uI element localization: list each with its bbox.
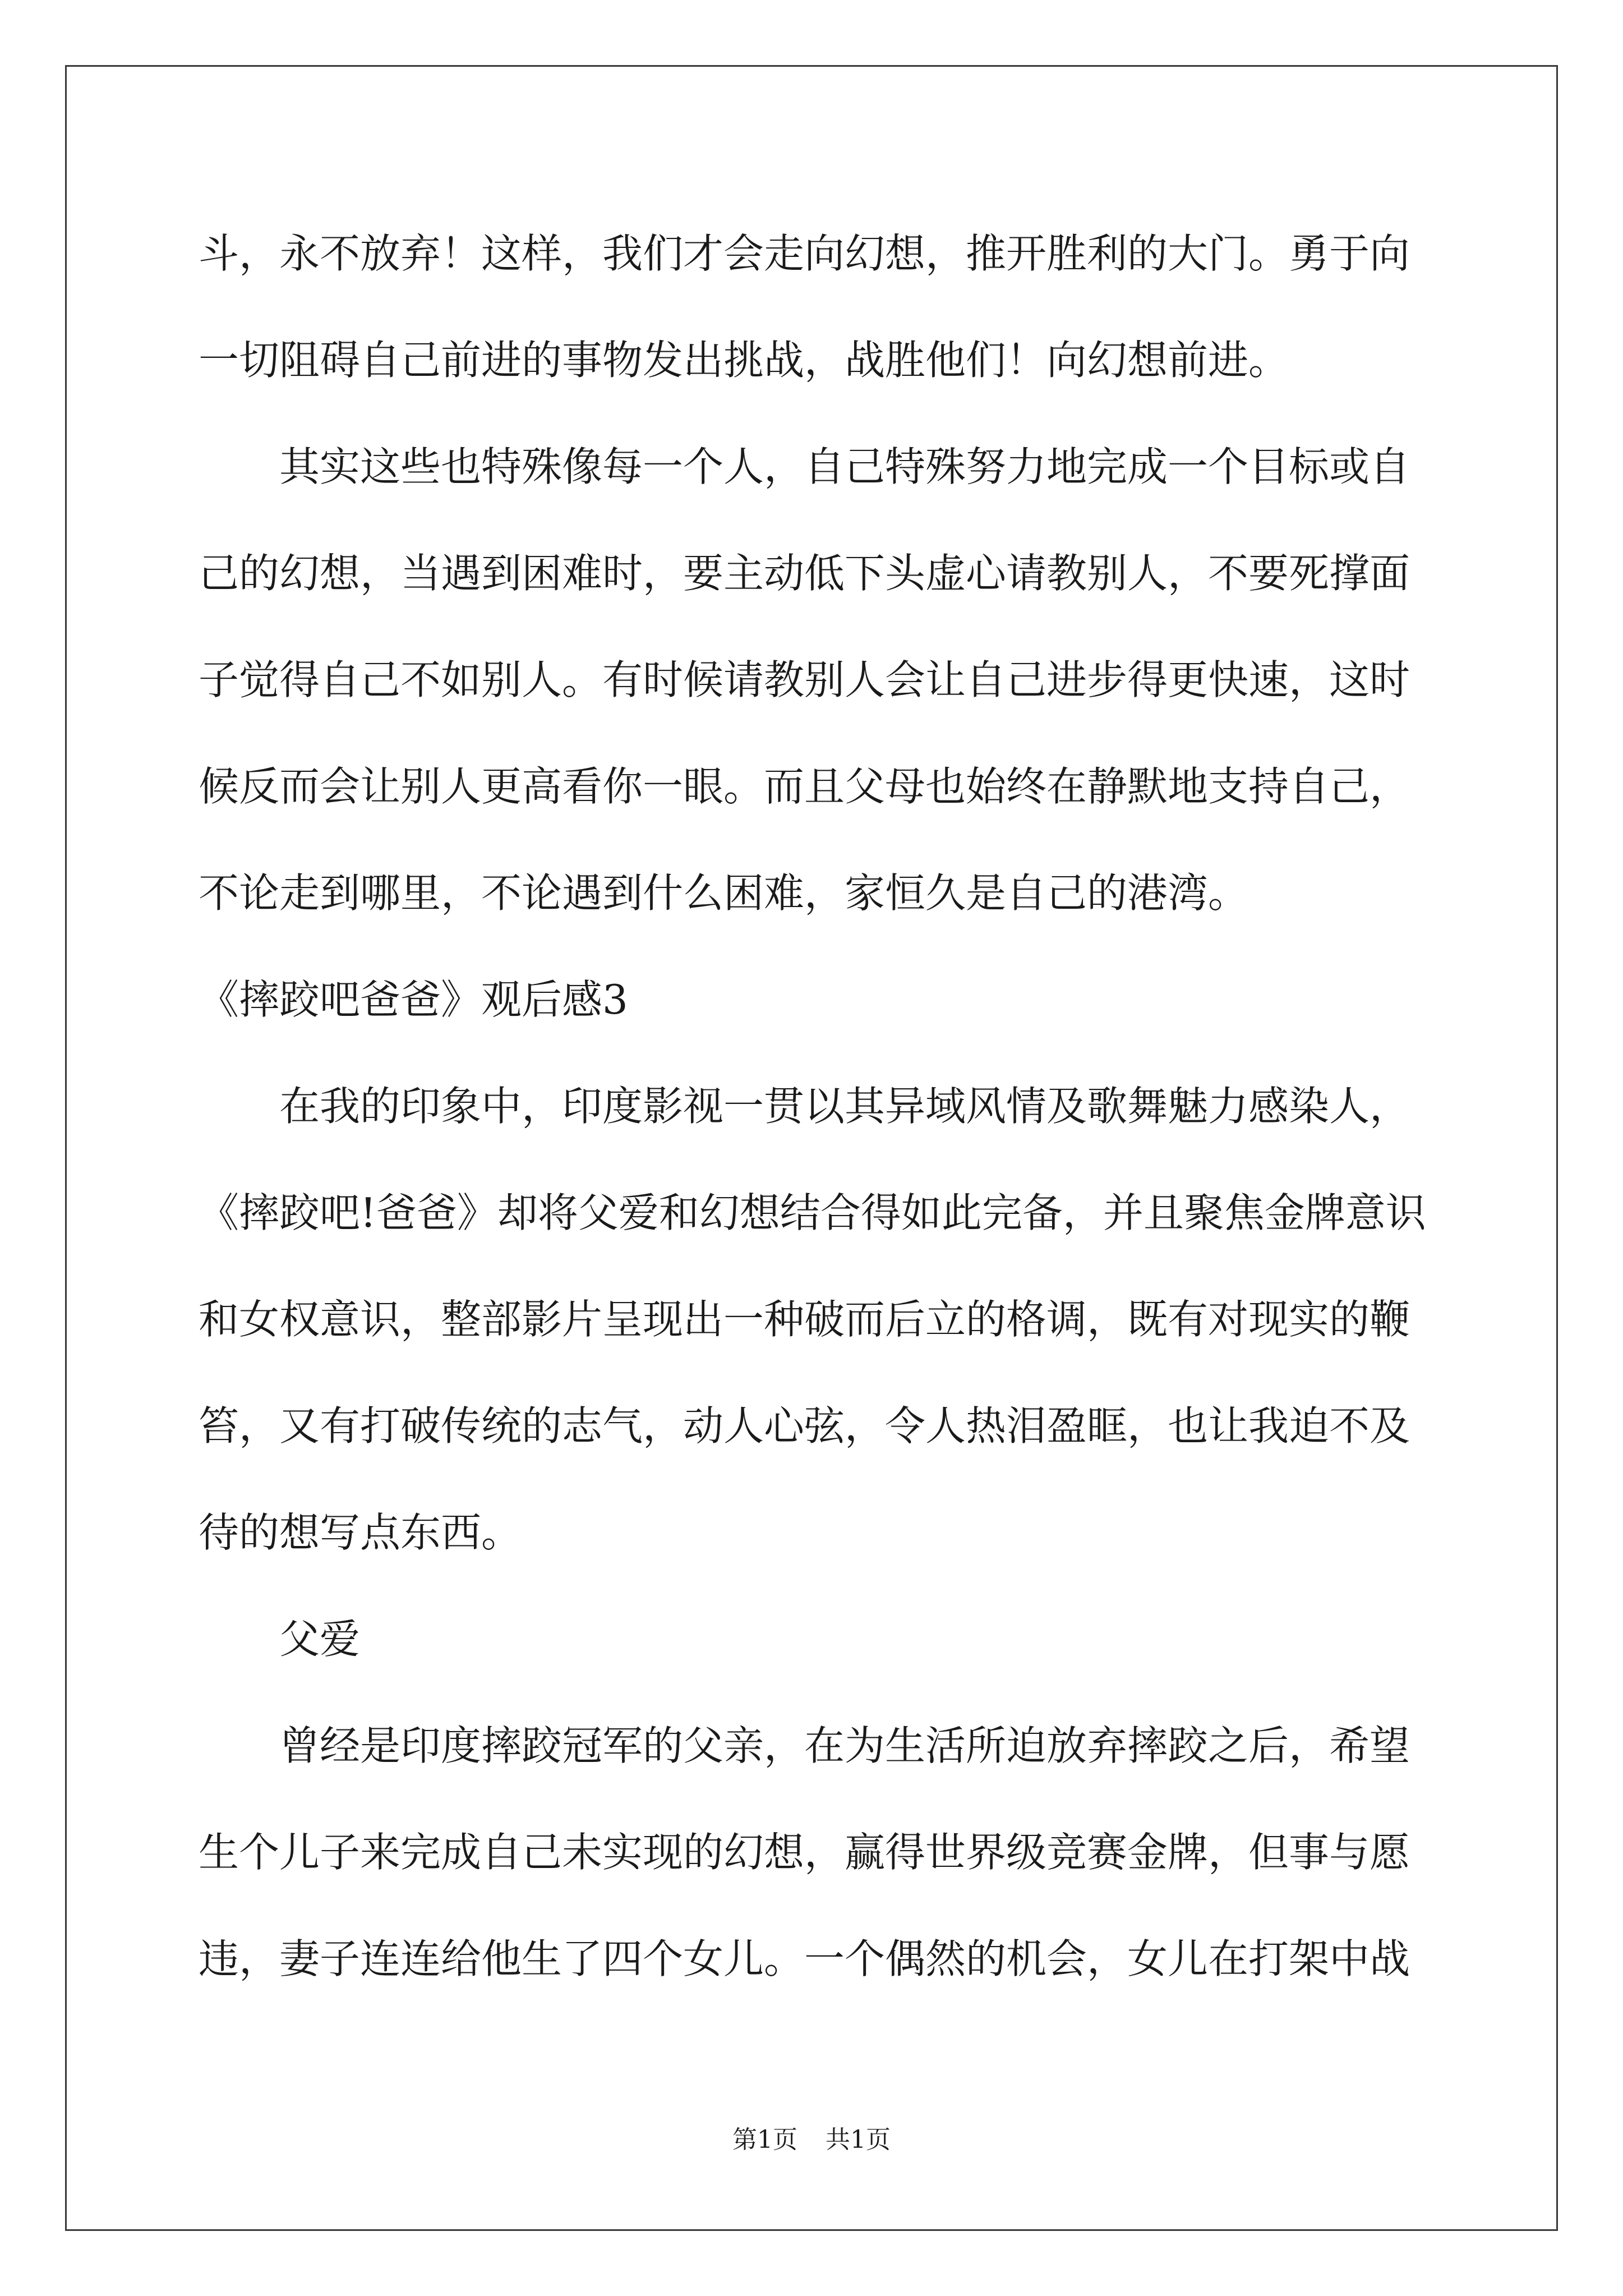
text-line: 曾经是印度摔跤冠军的父亲，在为生活所迫放弃摔跤之后，希望 bbox=[199, 1722, 1410, 1769]
text-line: 《摔跤吧!爸爸》却将父爱和幻想结合得如此完备，并且聚焦金牌意识 bbox=[199, 1189, 1426, 1236]
text-line: 子觉得自己不如别人。有时候请教别人会让自己进步得更快速，这时 bbox=[199, 656, 1410, 703]
page-footer bbox=[0, 2123, 1623, 2157]
text-line: 生个儿子来完成自己未实现的幻想，赢得世界级竞赛金牌，但事与愿 bbox=[199, 1829, 1410, 1876]
text-line: 笞，又有打破传统的志气，动人心弦，令人热泪盈眶，也让我迫不及 bbox=[199, 1402, 1410, 1450]
page-number: 第1页 bbox=[732, 2125, 797, 2154]
page-total: 共1页 bbox=[826, 2125, 891, 2154]
subheading: 父爱 bbox=[199, 1616, 361, 1663]
section-heading: 《摔跤吧爸爸》观后感3 bbox=[199, 976, 628, 1023]
text-line: 候反而会让别人更高看你一眼。而且父母也始终在静默地支持自己， bbox=[199, 763, 1410, 810]
text-line: 其实这些也特殊像每一个人，自己特殊努力地完成一个目标或自 bbox=[199, 443, 1410, 490]
text-line: 一切阻碍自己前进的事物发出挑战，战胜他们！向幻想前进。 bbox=[199, 337, 1289, 384]
document-body bbox=[199, 200, 1432, 2012]
text-line: 和女权意识，整部影片呈现出一种破而后立的格调，既有对现实的鞭 bbox=[199, 1296, 1410, 1343]
text-line: 违，妻子连连给他生了四个女儿。一个偶然的机会，女儿在打架中战 bbox=[199, 1935, 1410, 1982]
text-line: 不论走到哪里，不论遇到什么困难，家恒久是自己的港湾。 bbox=[199, 869, 1249, 917]
text-line: 待的想写点东西。 bbox=[199, 1509, 522, 1556]
text-line: 己的幻想，当遇到困难时，要主动低下头虚心请教别人，不要死撑面 bbox=[199, 550, 1410, 597]
text-line: 斗，永不放弃！这样，我们才会走向幻想，推开胜利的大门。勇于向 bbox=[199, 230, 1410, 277]
text-line: 在我的印象中，印度影视一贯以其异域风情及歌舞魅力感染人， bbox=[199, 1083, 1410, 1130]
